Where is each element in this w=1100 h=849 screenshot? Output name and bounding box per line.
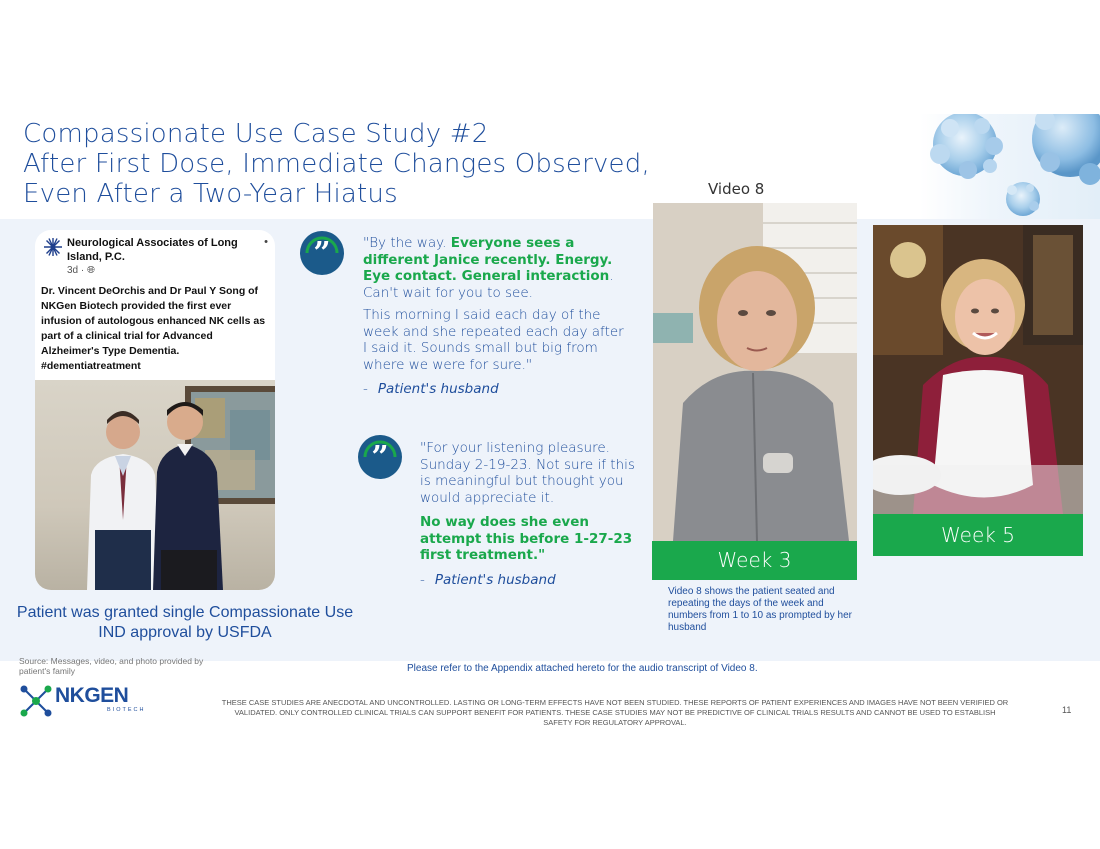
source-note: Source: Messages, video, and photo provided by patient's family (19, 656, 204, 676)
disclaimer: THESE CASE STUDIES ARE ANECDOTAL AND UNCONTROLLED. LASTING OR LONG-TERM EFFECTS HAVE NOT BEEN STUDIED. THESE REPORTS OF PATIENT EXPERIENCES AND IMAGES HAVE NOT BEEN VERIFIED OR VALIDATED. ONLY CONTROLLED CLINICAL TRIALS CAN SUPPORT BENEFIT FOR PATIENTS. THESE CASE STUDIES MAY NOT BE PREDICTIVE OF CLINICAL TRIALS RESULTS AND CANNOT BE USED TO ESTABLISH SAFETY FOR REGULATORY APPROVAL. (221, 698, 1009, 727)
quote-block-2 (420, 440, 645, 594)
quote-1-attribution-text: Patient's husband (377, 381, 499, 397)
quote-2-paragraph-1: "For your listening pleasure. Sunday 2-19-23. Not sure if this is meaningful but thought you would appreciate it. (420, 440, 635, 506)
quote-1-open: "By the way. (363, 235, 451, 251)
video-8-still[interactable] (653, 203, 857, 541)
title-line-1: Compassionate Use Case Study #2 (23, 119, 489, 149)
week-5-photo (873, 225, 1083, 514)
week-3-label: Week 3 (652, 541, 857, 580)
quote-2-attribution-text: Patient's husband (434, 571, 556, 588)
logo-nk: NK (55, 684, 85, 707)
post-author[interactable]: Neurological Associates of Long Island, P.C. (67, 237, 238, 263)
clinic-logo-icon (43, 237, 63, 257)
quote-2-attribution (420, 572, 645, 589)
quote-1-paragraph-1 (363, 235, 625, 301)
quote-block-1 (363, 235, 625, 404)
quote-2-dash: - (420, 571, 425, 588)
svg-text:”: ” (313, 236, 331, 271)
quote-icon (299, 230, 345, 276)
approval-statement: Patient was granted single Compassionate Use IND approval by USFDA (16, 604, 354, 641)
logo-wordmark (55, 684, 128, 708)
logo-subtitle: BIOTECH (107, 707, 146, 713)
video-caption: Video 8 shows the patient seated and repeating the days of the week and numbers from 1 to 10 as prompted by her husband (668, 586, 852, 633)
post-body: Dr. Vincent DeOrchis and Dr Paul Y Song of NKGen Biotech provided the first ever infusion of autologous enhanced NK cells as part of a clinical trial for Advanced Alzheimer's Type Dementia. #dementiatreatment (41, 285, 266, 372)
social-post-card (35, 230, 275, 590)
quote-icon-2 (357, 434, 403, 480)
quote-1-rest: . Can't wait for you to see. (363, 268, 614, 301)
quote-1-attribution (363, 381, 625, 398)
nkgen-logo (19, 684, 149, 718)
post-timestamp (43, 265, 268, 276)
nk-cells-image (920, 114, 1100, 219)
page-number: 11 (1062, 705, 1072, 715)
quote-1-paragraph-2: This morning I said each day of the week and she repeated each day after I said it. Sounds small but big from where we were for sure." (363, 307, 624, 373)
week-5-label: Week 5 (873, 514, 1083, 556)
quote-2-highlight: No way does she even attempt this before 1-27-23 first treatment." (420, 514, 633, 563)
quote-1-highlight: Everyone sees a different Janice recently. Energy. Eye contact. General interaction (363, 235, 613, 284)
title-line-3: Even After a Two-Year Hiatus (23, 179, 398, 209)
logo-gen: GEN (84, 684, 129, 707)
quote-1-dash: - (363, 381, 368, 397)
globe-icon: 🌐︎ (87, 265, 96, 276)
svg-text:”: ” (371, 440, 389, 475)
post-header (43, 236, 268, 276)
post-photo-doctors (35, 380, 275, 590)
post-time: 3d · (67, 265, 88, 276)
more-options-icon[interactable]: • (264, 236, 268, 248)
title-line-2: After First Dose, Immediate Changes Observed, (23, 149, 650, 179)
slide-title (23, 119, 723, 209)
video-label: Video 8 (708, 180, 765, 198)
nkgen-logo-icon (19, 684, 53, 718)
appendix-note: Please refer to the Appendix attached hereto for the audio transcript of Video 8. (407, 663, 758, 674)
